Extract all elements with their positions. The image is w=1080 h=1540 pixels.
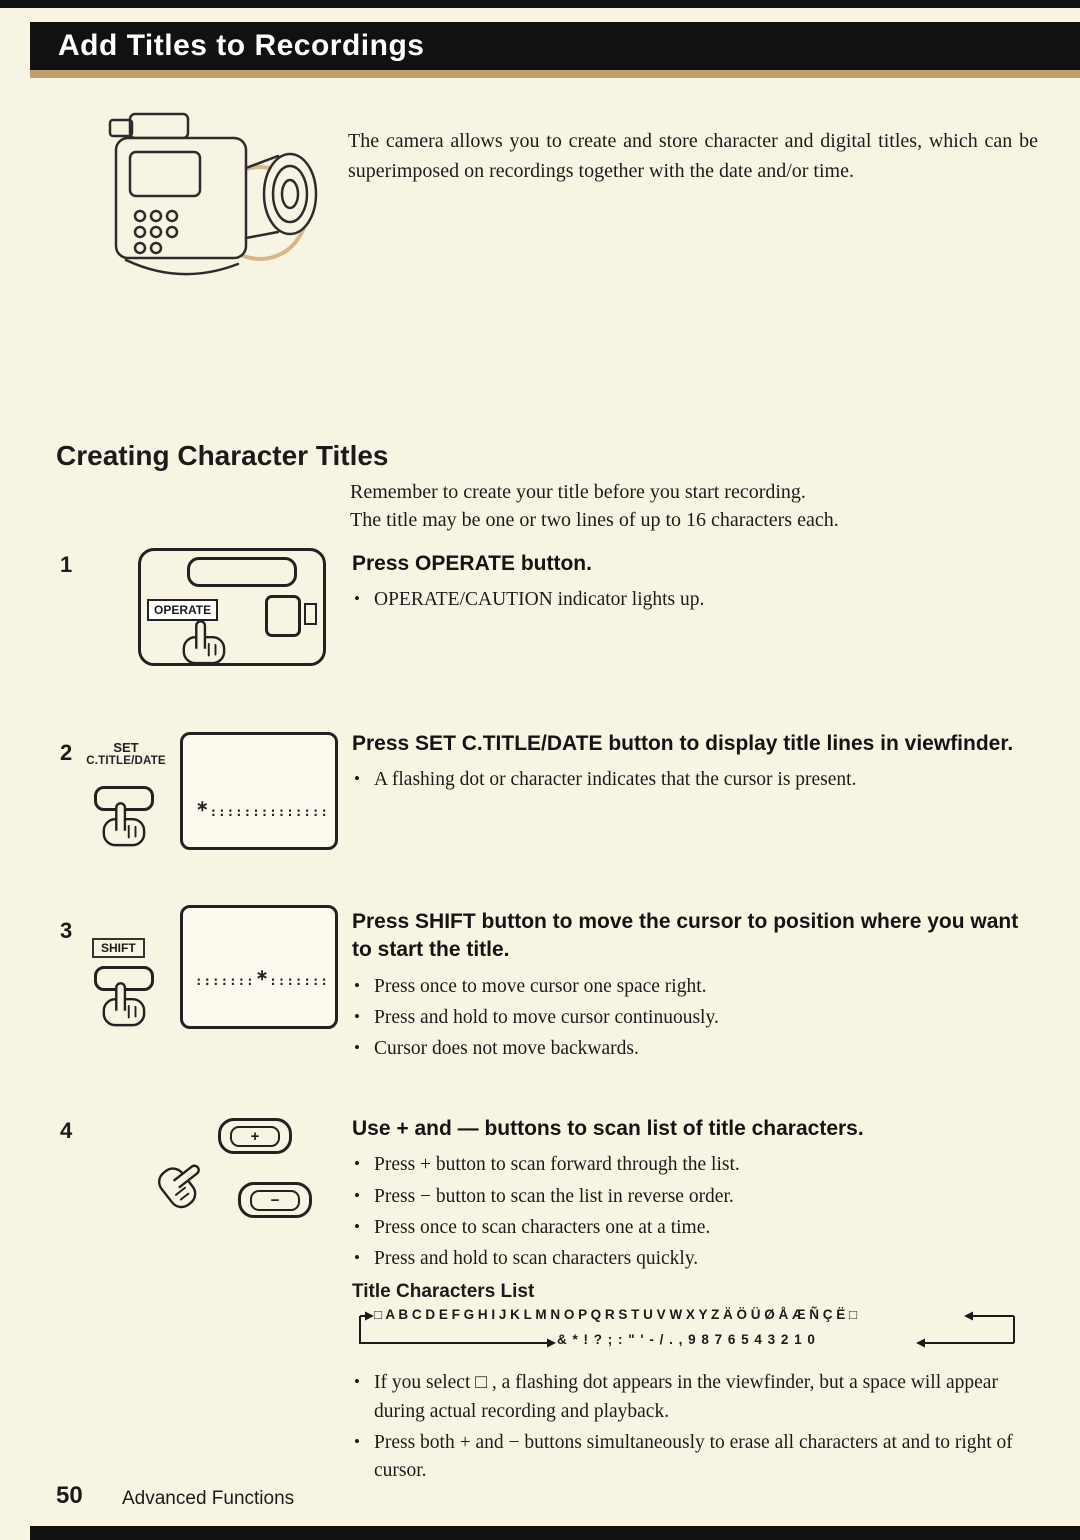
minus-button-shape (238, 1182, 312, 1218)
step-3-bullets (352, 973, 1040, 1064)
section-intro-line: The title may be one or two lines of up to 16 characters each. (350, 509, 839, 532)
step-4-bullets (352, 1151, 1040, 1273)
flashing-cursor: ∗ (196, 799, 209, 815)
page-title: Add Titles to Recordings (58, 29, 425, 62)
intro-paragraph: The camera allows you to create and store character and digital titles, which can be superimposed on recordings together with the date and/or time. (348, 130, 1038, 182)
step-4-notes (352, 1369, 1040, 1485)
char-list-row-symbols: & * ! ? ; : " ' - / . , 9 8 7 6 5 4 3 2 1 0 (557, 1332, 816, 1348)
viewfinder-display (180, 905, 338, 1029)
plus-button-glyph: + (230, 1126, 280, 1147)
step-2-bullets (352, 766, 1040, 794)
char-list-title: Title Characters List (352, 1281, 535, 1303)
page-number: 50 (56, 1482, 83, 1509)
section-intro-line: Remember to create your title before you start recording. (350, 481, 806, 503)
step-1-number: 1 (60, 552, 73, 577)
section-title: Creating Character Titles (56, 440, 389, 471)
cursor-dots-line (195, 799, 329, 821)
eyepiece-slot (187, 557, 297, 587)
step-1-text (352, 550, 1040, 618)
pressing-hand-icon (178, 618, 228, 666)
side-nub (304, 603, 317, 625)
title-characters-diagram (352, 1307, 1040, 1363)
gold-divider (30, 70, 1080, 78)
cursor-dots-line (195, 968, 329, 990)
camcorder-illustration (60, 98, 335, 298)
bullet-item: • Press + button to scan forward through the list. (352, 1151, 1040, 1179)
pressing-hand-icon (98, 800, 148, 848)
step-3-text (352, 908, 1040, 1066)
pointing-hand-icon (149, 1148, 218, 1217)
step-4-number: 4 (60, 1118, 73, 1143)
bullet-item: • Press both + and − buttons simultaneously to erase all characters at and to right of cursor. (352, 1429, 1040, 1486)
shift-button-label: SHIFT (92, 938, 145, 958)
step-3-number: 3 (60, 918, 73, 943)
step-2-number: 2 (60, 740, 73, 765)
step-1-heading: Press OPERATE button. (352, 552, 592, 575)
page-title-bar (30, 22, 1080, 70)
section-intro (350, 478, 1040, 535)
step-2-heading: Press SET C.TITLE/DATE button to display title lines in viewfinder. (352, 732, 1014, 755)
bullet-item: • Press once to move cursor one space right. (352, 973, 1040, 1001)
bullet-item: • If you select □ , a flashing dot appears in the viewfinder, but a space will appear during actual recording and playback. (352, 1369, 1040, 1426)
operate-button-label: OPERATE (147, 599, 218, 621)
flashing-cursor: ∗ (255, 968, 269, 984)
footer-section-label: Advanced Functions (122, 1488, 295, 1509)
label-set: SET (113, 740, 139, 755)
minus-button-glyph: − (250, 1190, 300, 1211)
plus-button-shape (218, 1118, 292, 1154)
bullet-item: • Press − button to scan the list in reverse order. (352, 1183, 1040, 1211)
bullet-item: • Cursor does not move backwards. (352, 1035, 1040, 1063)
bullet-item: • Press and hold to move cursor continuously. (352, 1004, 1040, 1032)
title-line-dots: ::::::: (269, 973, 329, 988)
bullet-item: • Press and hold to scan characters quickly. (352, 1245, 1040, 1273)
bottom-border-strip (30, 1526, 1080, 1540)
step-1-bullets (352, 586, 1040, 614)
pressing-hand-icon (98, 980, 148, 1028)
step-4-text (352, 1115, 1040, 1488)
operate-button-shape (265, 595, 301, 637)
operate-panel-illustration (138, 548, 326, 666)
top-border-strip (0, 0, 1080, 8)
step-2-text (352, 730, 1040, 798)
char-list-row-letters: □ A B C D E F G H I J K L M N O P Q R S T U V W X Y Z Ä Ö Ü Ø Å Æ Ñ Ç Ë □ (374, 1307, 858, 1323)
bullet-item: • OPERATE/CAUTION indicator lights up. (352, 586, 1040, 614)
viewfinder-display (180, 732, 338, 850)
title-line-dots: :::::::::::::: (209, 804, 329, 819)
step-4-heading: Use + and — buttons to scan list of title characters. (352, 1117, 864, 1140)
bullet-item: • A flashing dot or character indicates that the cursor is present. (352, 766, 1040, 794)
label-ctitle-date: C.TITLE/DATE (86, 755, 166, 767)
title-line-dots: ::::::: (195, 973, 255, 988)
bullet-item: • Press once to scan characters one at a time. (352, 1214, 1040, 1242)
step-3-heading: Press SHIFT button to move the cursor to position where you want to start the title. (352, 910, 1019, 962)
set-ctitle-date-label (66, 740, 186, 767)
